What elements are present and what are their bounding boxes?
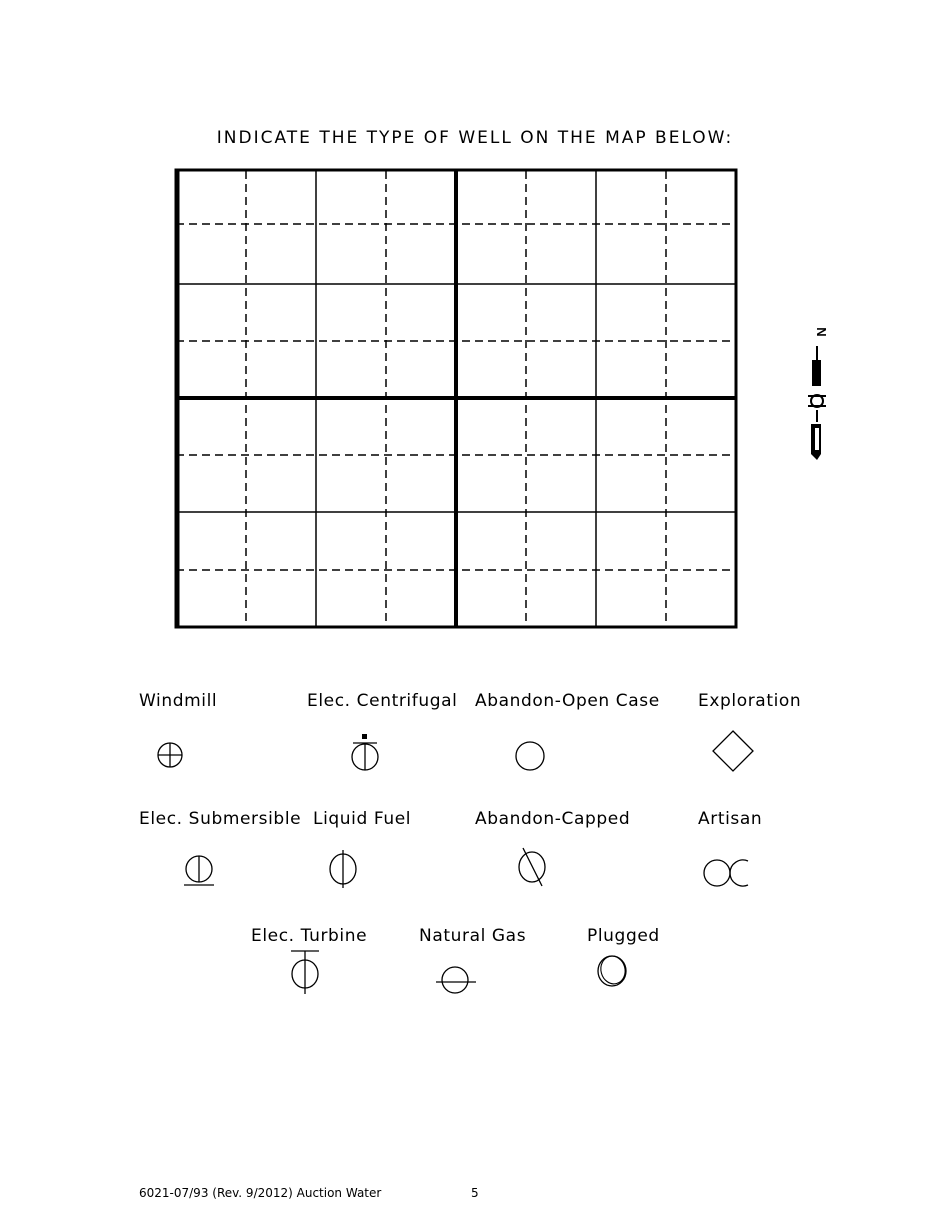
natural-gas-symbol-icon	[434, 964, 478, 996]
section-map-grid[interactable]	[170, 165, 742, 633]
legend-label-natural-gas: Natural Gas	[419, 926, 527, 946]
legend-label-artisan: Artisan	[698, 809, 763, 829]
legend-label-abandon-open-case: Abandon-Open Case	[475, 691, 660, 711]
page-number: 5	[471, 1186, 479, 1200]
abandon-capped-symbol-icon	[516, 846, 550, 888]
legend-label-abandon-capped: Abandon-Capped	[475, 809, 631, 829]
windmill-symbol-icon	[155, 740, 185, 770]
liquid-fuel-symbol-icon	[327, 848, 359, 890]
exploration-symbol-icon	[710, 728, 756, 774]
legend-label-elec-submersible: Elec. Submersible	[139, 809, 302, 829]
legend-label-windmill: Windmill	[139, 691, 218, 711]
elec-centrifugal-symbol-icon	[347, 732, 383, 774]
abandon-open-case-symbol-icon	[513, 740, 547, 774]
legend-label-plugged: Plugged	[587, 926, 660, 946]
plugged-symbol-icon	[595, 952, 631, 992]
legend-label-liquid-fuel: Liquid Fuel	[313, 809, 412, 829]
grid-quarter-lines	[176, 171, 736, 627]
compass-label: N	[814, 327, 829, 337]
legend-label-exploration: Exploration	[698, 691, 802, 711]
elec-submersible-symbol-icon	[182, 852, 216, 888]
north-arrow-icon	[800, 322, 834, 466]
artisan-symbol-icon	[702, 856, 752, 890]
page-title: INDICATE THE TYPE OF WELL ON THE MAP BELOW:	[216, 128, 734, 148]
elec-turbine-symbol-icon	[288, 948, 322, 996]
form-id: 6021-07/93 (Rev. 9/2012) Auction Water	[139, 1186, 382, 1200]
legend-label-elec-centrifugal: Elec. Centrifugal	[307, 691, 458, 711]
legend-label-elec-turbine: Elec. Turbine	[251, 926, 368, 946]
